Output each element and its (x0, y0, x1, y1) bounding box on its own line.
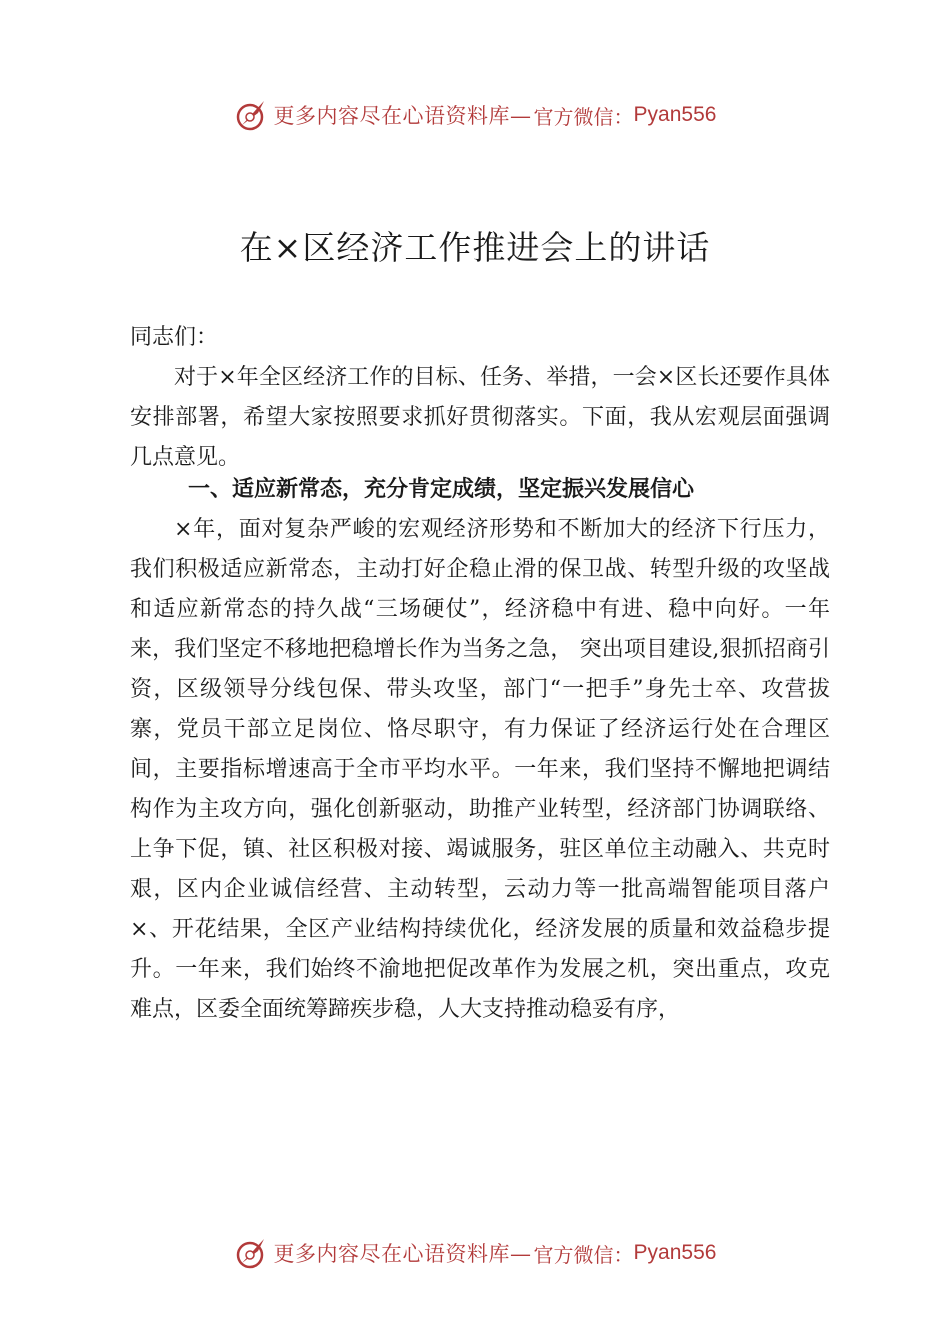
paragraph-intro: 对于×年全区经济工作的目标、任务、举措，一会×区长还要作具体安排部署，希望大家按照要求抓好贯彻落实。下面，我从宏观层面强调几点意见。 (130, 365, 830, 470)
banner-text: 更多内容尽在心语资料库— (273, 1242, 532, 1266)
banner-text: 更多内容尽在心语资料库— (273, 104, 532, 128)
document-title: 在×区经济工作推进会上的讲话 (239, 228, 711, 267)
banner-wechat-label: 官方微信： (533, 104, 634, 129)
header-banner (0, 95, 950, 135)
banner-wechat-id: Pyan556 (633, 103, 717, 126)
banner-wechat-id: Pyan556 (633, 1241, 717, 1264)
salutation: 同志们： (130, 325, 219, 350)
banner-wechat-label: 官方微信： (533, 1242, 634, 1267)
quill-logo-icon (234, 1235, 270, 1271)
paragraph-body: ×年，面对复杂严峻的宏观经济形势和不断加大的经济下行压力，我们积极适应新常态，主动打好企稳止滑的保卫战、转型升级的攻坚战和适应新常态的持久战“三场硬仗”，经济稳中有进、稳中向好。一年来，我们坚定不移地把稳增长作为当务之急， 突出项目建设,狠抓招商引资，区级领导分线包保、带头攻坚，部门“一把手”身先士卒、攻营拔寨，党员干部立足岗位、恪尽职守，有力保证了经济运行处在合理区间，主要指标增速高于全市平均水平。一年来，我们坚持不懈地把调结构作为主攻方向，强化创新驱动，助推产业转型，经济部门协调联络、上争下促，镇、社区积极对接、竭诚服务，驻区单位主动融入、共克时艰，区内企业诚信经营、主动转型，云动力等一批高端智能项目落户×、开花结果，全区产业结构持续优化，经济发展的质量和效益稳步提升。一年来，我们始终不渝地把促改革作为发展之机，突出重点，攻克难点，区委全面统筹蹄疾步稳，人大支持推动稳妥有序， (130, 517, 830, 1022)
section-heading-1: 一、适应新常态，充分肯定成绩，坚定振兴发展信心 (188, 477, 695, 502)
footer-banner (0, 1233, 950, 1273)
quill-logo-icon (234, 97, 270, 133)
